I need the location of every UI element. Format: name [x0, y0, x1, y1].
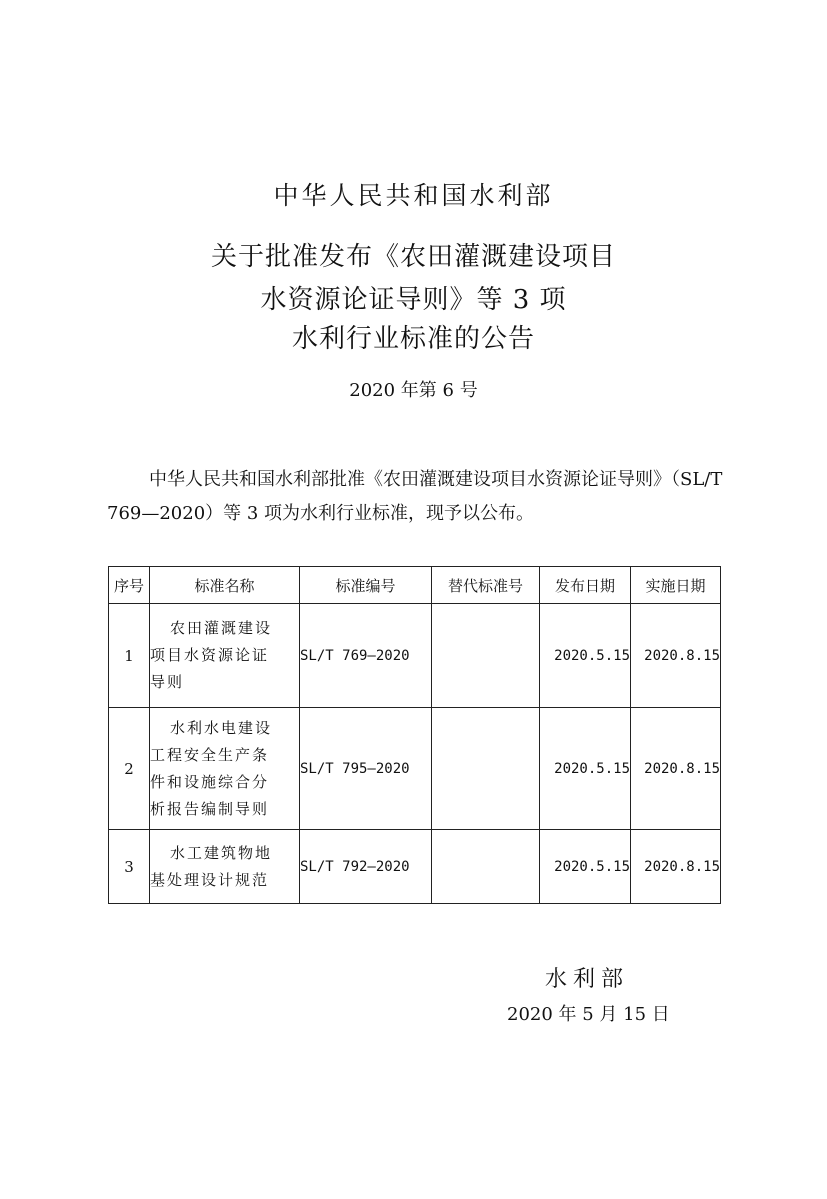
header-seq: 序号 — [109, 567, 150, 604]
row-code: SL/T 795—2020 — [300, 708, 432, 830]
table-row — [109, 830, 721, 904]
row-replaces — [432, 830, 540, 904]
announcement-paragraph: 中华人民共和国水利部批准《农田灌溉建设项目水资源论证导则》（SL/T 769—2020）等 3 项为水利行业标准，现予以公布。 — [107, 469, 723, 524]
row-code: SL/T 769—2020 — [300, 604, 432, 708]
title-line-2: 水资源论证导则》等 3 项 — [260, 285, 567, 315]
header-code: 标准编号 — [300, 567, 432, 604]
row-name — [150, 604, 300, 708]
title-line-1: 关于批准发布《农田灌溉建设项目 — [210, 242, 616, 272]
issue-date: 2020 年 5 月 15 日 — [507, 1004, 670, 1025]
row-name — [150, 830, 300, 904]
row-replaces — [432, 708, 540, 830]
header-publish-date: 发布日期 — [540, 567, 631, 604]
row-publish-date: 2020.5.15 — [540, 708, 631, 830]
row-name — [150, 708, 300, 830]
row-implement-date: 2020.8.15 — [631, 604, 721, 708]
row-seq: 2 — [109, 708, 150, 830]
row-code: SL/T 792—2020 — [300, 830, 432, 904]
standards-table — [108, 566, 721, 904]
row-name-line: 基处理设计规范 — [150, 870, 270, 889]
row-replaces — [432, 604, 540, 708]
row-name-line: 析报告编制导则 — [150, 799, 270, 818]
issuing-authority: 中华人民共和国水利部 — [273, 181, 554, 210]
row-implement-date: 2020.8.15 — [631, 830, 721, 904]
row-seq: 3 — [109, 830, 150, 904]
row-name-line: 导则 — [150, 673, 185, 691]
table-row — [109, 708, 721, 830]
row-name-line: 水利水电建设 — [170, 718, 273, 737]
row-name-line: 项目水资源论证 — [150, 646, 270, 664]
document-number: 2020 年第 6 号 — [349, 380, 478, 401]
title-line-3: 水利行业标准的公告 — [291, 324, 535, 354]
header-name: 标准名称 — [150, 567, 300, 604]
header-replaces: 替代标准号 — [432, 567, 540, 604]
row-publish-date: 2020.5.15 — [540, 830, 631, 904]
row-implement-date: 2020.8.15 — [631, 708, 721, 830]
row-publish-date: 2020.5.15 — [540, 604, 631, 708]
header-implement-date: 实施日期 — [631, 567, 721, 604]
signer: 水利部 — [545, 967, 630, 992]
row-name-line: 农田灌溉建设 — [170, 619, 273, 637]
row-name-line: 水工建筑物地 — [170, 843, 273, 862]
row-name-line: 件和设施综合分 — [150, 772, 270, 791]
row-seq: 1 — [109, 604, 150, 708]
table-row — [109, 604, 721, 708]
row-name-line: 工程安全生产条 — [150, 745, 270, 764]
table-header-row — [109, 567, 721, 604]
